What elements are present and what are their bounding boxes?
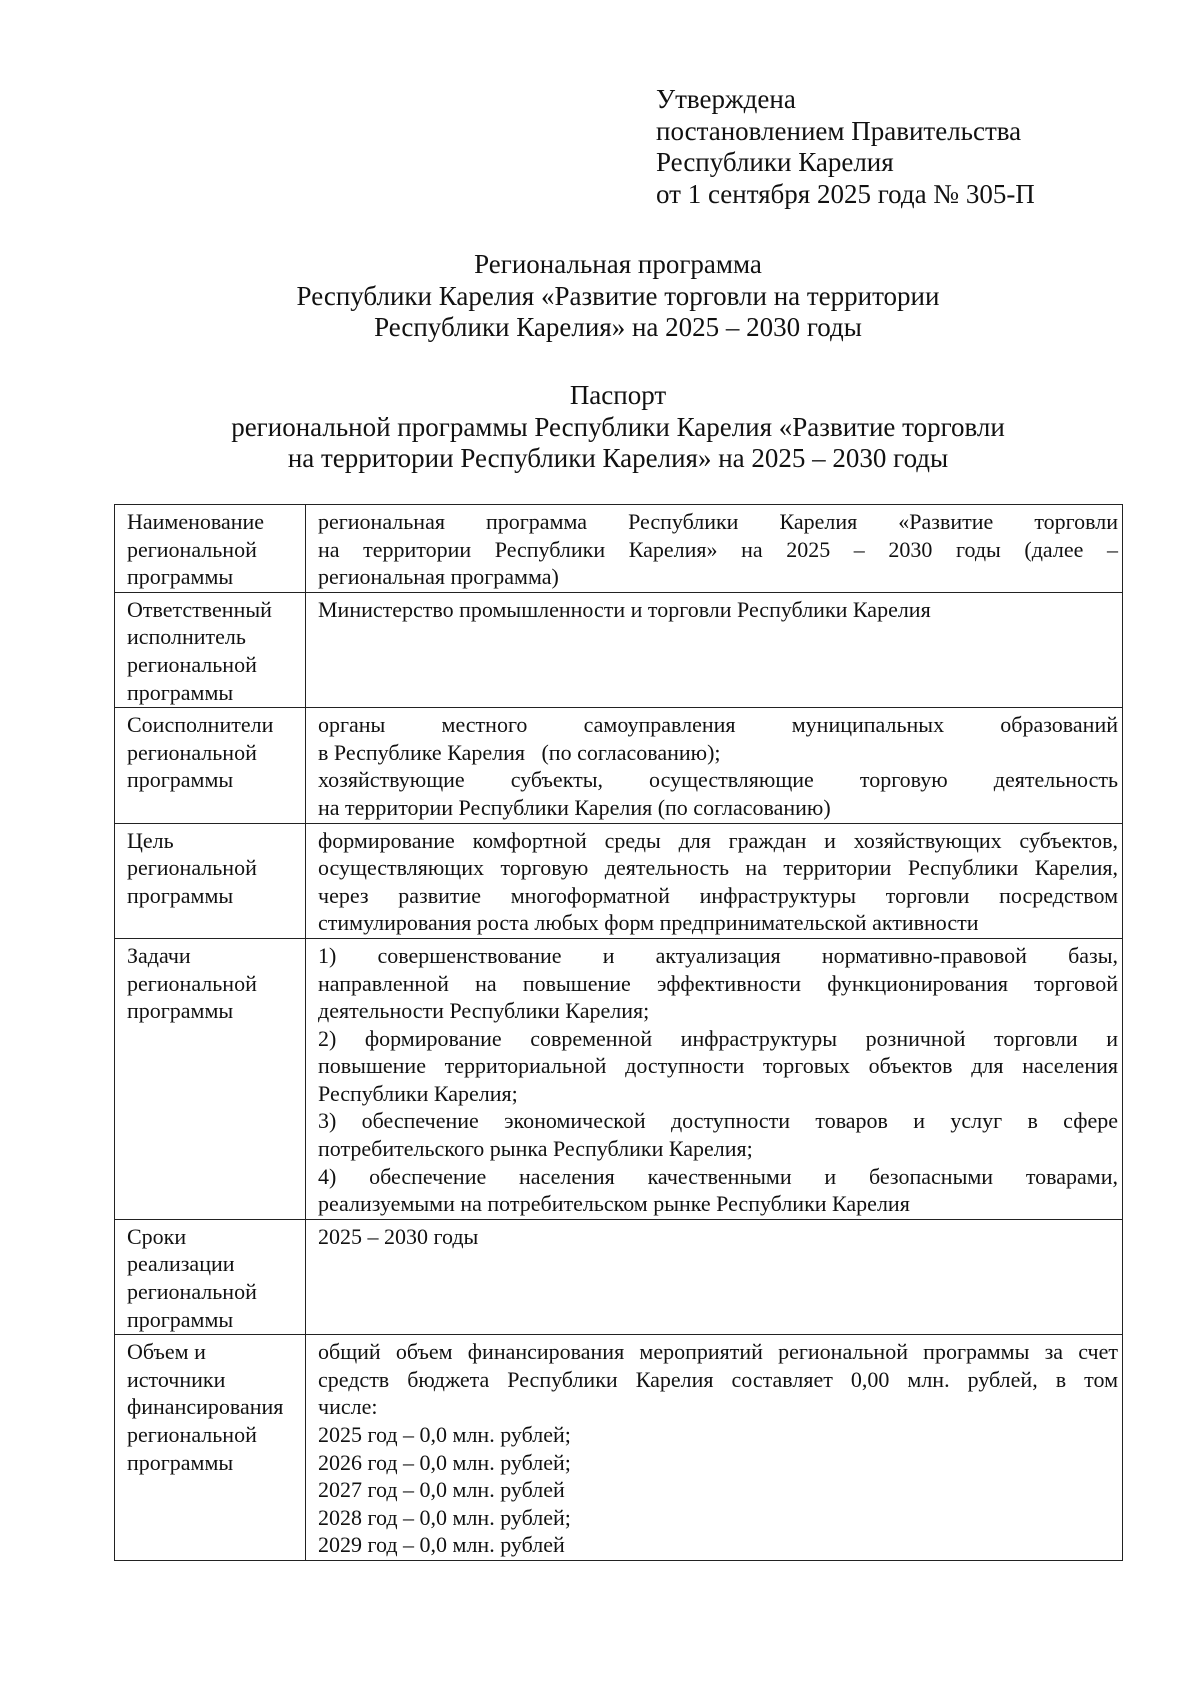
row-label-name (115, 505, 306, 593)
value-line: хозяйствующие субъекты, осуществляющие торговую деятельность (318, 767, 1118, 793)
label-line: программы (127, 679, 234, 705)
value-line: 2028 год – 0,0 млн. рублей; (318, 1504, 571, 1530)
value-line: 4) обеспечение населения качественными и безопасными товарами, (318, 1163, 1118, 1189)
value-line: 3) обеспечение экономической доступности товаров и услуг в сфере (318, 1108, 1118, 1134)
value-line: на территории Республики Карелия» на 2025 – 2030 годы (далее – (318, 536, 1118, 562)
row-value-executor (306, 592, 1123, 707)
value-line: 1) совершенствование и актуализация нормативно-правовой базы, (318, 942, 1118, 968)
table-row (115, 505, 1123, 593)
passport-table (114, 504, 1123, 1561)
row-label-coexecutors (115, 708, 306, 823)
row-value-funding (306, 1335, 1123, 1561)
program-title (0, 249, 1200, 344)
value-line: общий объем финансирования мероприятий региональной программы за счет (318, 1339, 1118, 1365)
value-line: 2) формирование современной инфраструктуры розничной торговли и (318, 1025, 1118, 1051)
program-title-line: Региональная программа (474, 249, 762, 279)
label-line: Цель (127, 827, 174, 853)
value-line: Республики Карелия; (318, 1080, 518, 1106)
program-title-line: Республики Карелия» на 2025 – 2030 годы (374, 312, 862, 342)
row-label-goal (115, 823, 306, 938)
value-line: Министерство промышленности и торговли Республики Карелия (318, 596, 931, 622)
label-line: программы (127, 998, 234, 1024)
table-row (115, 708, 1123, 823)
table-row (115, 592, 1123, 707)
value-line: 2025 год – 0,0 млн. рублей; (318, 1422, 571, 1447)
label-line: финансирования (127, 1394, 284, 1420)
program-title-line: Республики Карелия «Развитие торговли на территории (296, 280, 940, 311)
label-line: исполнитель (127, 624, 246, 650)
approval-line: Республики Карелия (656, 147, 894, 177)
approval-line: Утверждена (656, 84, 796, 114)
value-line: средств бюджета Республики Карелия составляет 0,00 млн. рублей, в том (318, 1366, 1118, 1392)
label-line: программы (127, 1306, 234, 1332)
label-line: Объем и (127, 1339, 206, 1365)
approval-line: постановлением Правительства (656, 115, 1022, 146)
passport-title-line: Паспорт (569, 380, 667, 410)
label-line: региональной (127, 1422, 257, 1447)
table-row (115, 938, 1123, 1219)
label-line: региональной (127, 651, 257, 677)
table-row (115, 1219, 1123, 1334)
value-line: на территории Республики Карелия (по согласованию) (318, 794, 831, 820)
label-line: Соисполнители (127, 712, 274, 738)
label-line: программы (127, 767, 234, 793)
passport-title-line: региональной программы Республики Карелия «Развитие торговли (231, 411, 1005, 442)
passport-title (0, 380, 1200, 475)
value-line: 2029 год – 0,0 млн. рублей (318, 1532, 565, 1558)
value-line: осуществляющих торговую деятельность на территории Республики Карелия, (318, 855, 1118, 881)
label-line: реализации (127, 1251, 235, 1277)
row-value-tasks (306, 938, 1123, 1219)
label-line: программы (127, 564, 234, 590)
value-line: региональная программа) (318, 564, 559, 590)
row-value-name (306, 505, 1123, 593)
value-line: 2026 год – 0,0 млн. рублей; (318, 1449, 571, 1475)
value-line: стимулирования роста любых форм предпринимательской активности (318, 910, 979, 936)
row-value-timeframe (306, 1219, 1123, 1334)
value-line: 2027 год – 0,0 млн. рублей (318, 1477, 565, 1503)
value-line: региональная программа Республики Карелия «Развитие торговли (318, 509, 1118, 534)
row-label-tasks (115, 938, 306, 1219)
value-line: через развитие многоформатной инфраструктуры торговли посредством (318, 882, 1118, 908)
label-line: региональной (127, 739, 257, 765)
value-line: потребительского рынка Республики Карелия; (318, 1136, 753, 1162)
value-line: числе: (318, 1394, 378, 1420)
row-label-funding (115, 1335, 306, 1561)
value-line: реализуемыми на потребительском рынке Республики Карелия (318, 1191, 910, 1217)
row-label-timeframe (115, 1219, 306, 1334)
label-line: Сроки (127, 1223, 187, 1249)
row-label-executor (115, 592, 306, 707)
label-line: региональной (127, 1279, 257, 1305)
label-line: Наименование (127, 509, 265, 534)
value-line: повышение территориальной доступности торговых объектов для населения (318, 1053, 1118, 1079)
value-line: направленной на повышение эффективности функционирования торговой (318, 970, 1118, 996)
label-line: источники (127, 1366, 226, 1392)
value-line: деятельности Республики Карелия; (318, 998, 650, 1024)
label-line: программы (127, 1449, 234, 1475)
approval-stamp (656, 84, 1035, 210)
label-line: региональной (127, 536, 257, 562)
label-line: Ответственный (127, 596, 272, 622)
approval-line: от 1 сентября 2025 года № 305-П (656, 178, 1035, 209)
table-row (115, 823, 1123, 938)
label-line: Задачи (127, 942, 191, 968)
table-row (115, 1335, 1123, 1561)
passport-title-line: на территории Республики Карелия» на 2025 – 2030 годы (287, 443, 949, 473)
value-line: органы местного самоуправления муниципальных образований (318, 712, 1118, 738)
value-line: формирование комфортной среды для граждан и хозяйствующих субъектов, (318, 827, 1118, 853)
label-line: программы (127, 882, 234, 908)
label-line: региональной (127, 855, 257, 881)
value-line: в Республике Карелия (по согласованию); (318, 739, 721, 765)
label-line: региональной (127, 970, 257, 996)
row-value-goal (306, 823, 1123, 938)
value-line: 2025 – 2030 годы (318, 1223, 479, 1249)
row-value-coexecutors (306, 708, 1123, 823)
